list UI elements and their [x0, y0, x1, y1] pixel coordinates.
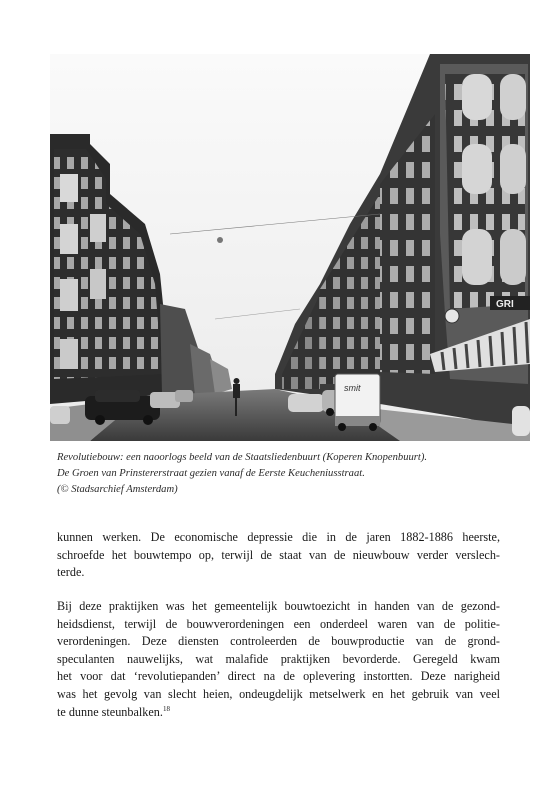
shop-sign-text: GRI — [496, 299, 514, 310]
footnote-reference[interactable]: 18 — [162, 704, 170, 713]
caption-line-1: Revolutiebouw: een naoorlogs beeld van de Staatsliedenbuurt (Koperen Knopenbuurt). — [57, 452, 428, 463]
paragraph-2-line: heidsdienst, terwijl de bouwverordeningen een onderdeel waren van de politie- — [57, 616, 500, 631]
paragraph-2-line: Bij deze praktijken was het gemeentelijk bouwtoezicht in handen van de gezond- — [57, 599, 500, 613]
van-logo-text: smit — [344, 383, 361, 393]
paragraph-2-line: speculanten nauwelijks, wat malafide praktijken bevorderde. Geregeld kwam — [57, 651, 500, 666]
street-photo-illustration — [50, 54, 530, 441]
paragraph-2-line: was het gevolg van slecht heien, ondeugdelijk metselwerk en het gebruik van veel — [57, 686, 500, 701]
caption-credit: (© Stadsarchief Amsterdam) — [57, 484, 178, 495]
paragraph-1-line: kunnen werken. De economische depressie die in de jaren 1882-1886 heerste, — [57, 530, 500, 544]
paragraph-1-line: terde. — [57, 565, 85, 580]
paragraph-1 — [57, 529, 500, 582]
paragraph-2-line: verordeningen. Deze diensten controleerden de bouwproductie van de grond- — [57, 634, 500, 649]
paragraph-2 — [57, 598, 500, 721]
paragraph-1-line: schroefde het bouwtempo op, terwijl de staat van de nieuwbouw verder verslech- — [57, 547, 500, 562]
paragraph-2-line: het voor dat ‘revolutiepanden’ direct na de oplevering instortten. Deze narigheid — [57, 669, 500, 684]
street-photograph — [50, 54, 530, 441]
caption-line-2: De Groen van Prinstererstraat gezien vanaf de Eerste Keucheniusstraat. — [57, 468, 365, 479]
photo-caption — [57, 450, 527, 498]
paragraph-2-last-line — [57, 704, 500, 722]
paragraph-2-line: te dunne steunbalken. — [57, 704, 163, 719]
